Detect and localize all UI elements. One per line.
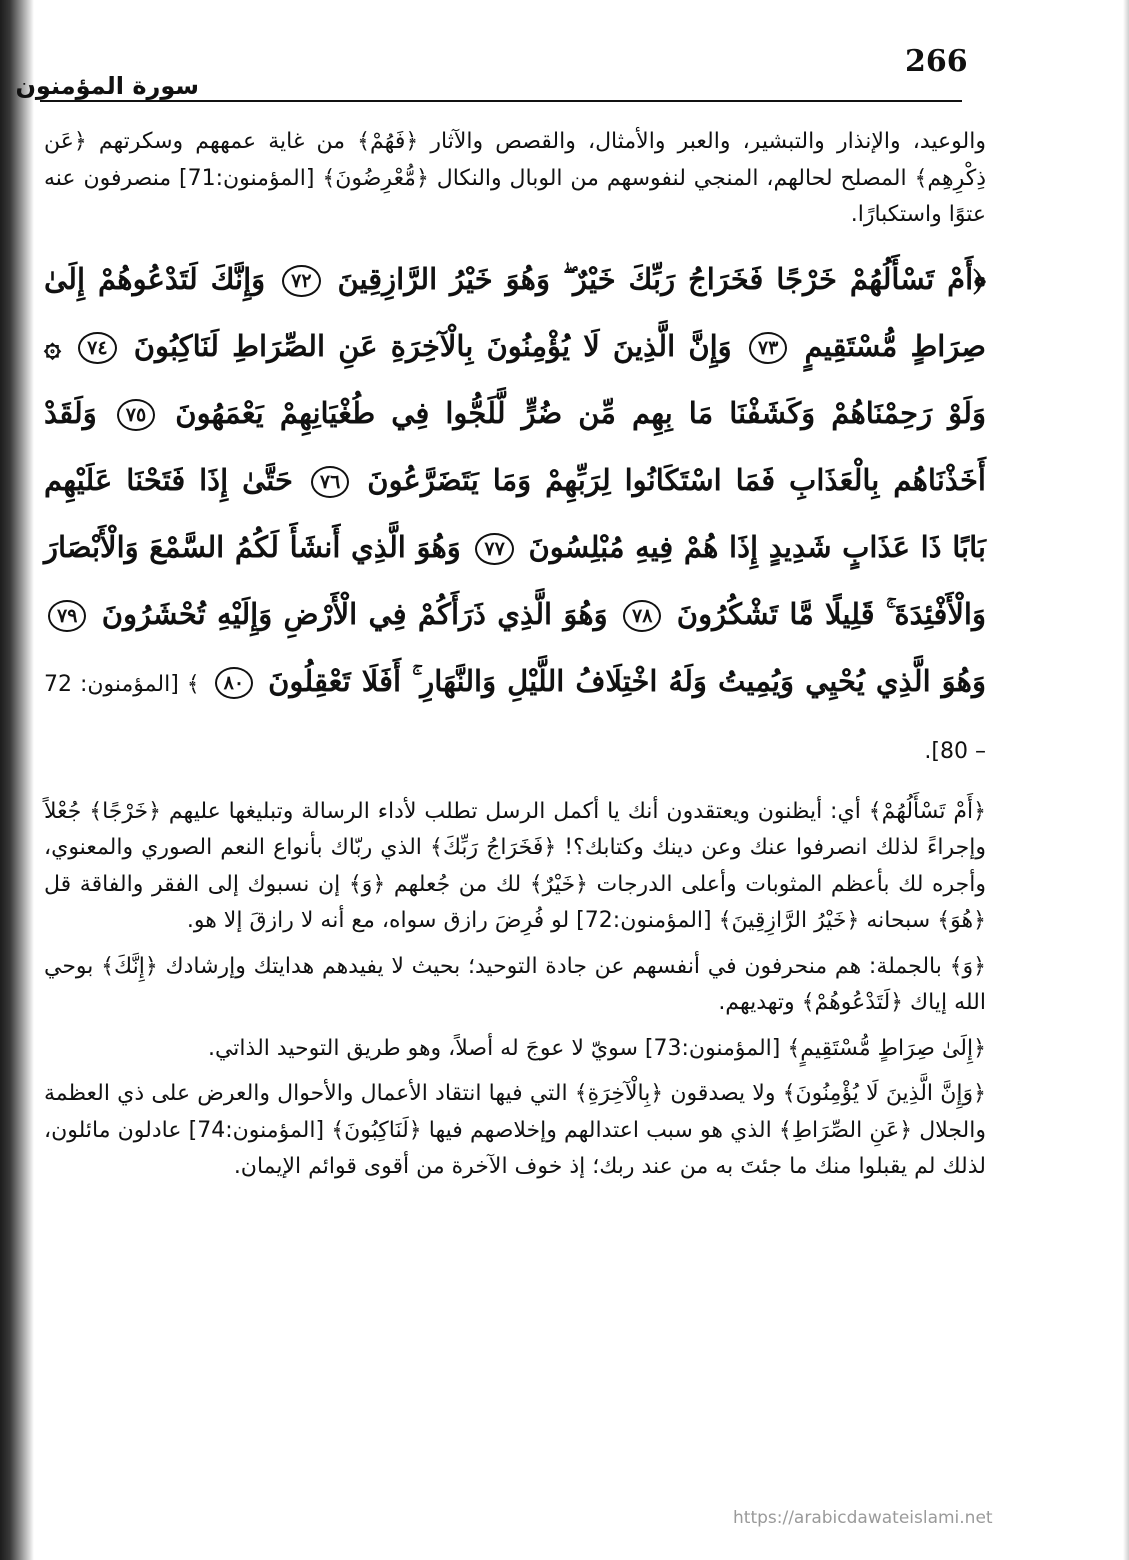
- verse-number-79: ٧٩: [48, 600, 86, 632]
- verse-number-73: ٧٣: [749, 332, 787, 364]
- scan-edge-right: [1123, 0, 1129, 1560]
- verse-number-80: ٨٠: [215, 667, 253, 699]
- commentary-paragraph: ﴿وَ﴾ بالجملة: هم منحرفون في أنفسهم عن جادة التوحيد؛ بحيث لا يفيدهم هدايتك وإرشادك ﴿إِنَّكَ﴾ بوحي الله إياك ﴿لَتَدْعُوهُمْ﴾ وتهديهم.: [44, 953, 986, 1015]
- verse-text: وَإِنَّكَ لَتَدْعُوهُمْ إِلَىٰ صِرَاطٍ مُّسْتَقِيمٍ: [44, 261, 986, 363]
- page-content: [44, 124, 986, 1186]
- surah-title: سورة المؤمنون: [15, 72, 199, 100]
- verse-number-72: ٧٢: [282, 265, 320, 297]
- header-divider: [40, 100, 962, 102]
- verse-number-77: ٧٧: [475, 533, 513, 565]
- verse-text: وَلَقَدْ أَخَذْنَاهُم بِالْعَذَابِ فَمَا اسْتَكَانُوا لِرَبِّهِمْ وَمَا يَتَضَرَّعُونَ: [44, 395, 986, 497]
- intro-paragraph: والوعيد، والإنذار والتبشير، والعبر والأمثال، والقصص والآثار ﴿فَهُمْ﴾ من غاية عمههم وسكرتهم ﴿عَن ذِكْرِهِم﴾ المصلح لحالهم، المنجي لنفوسهم من الوبال والنكال ﴿مُّعْرِضُونَ﴾ [المؤمنون:71] منصرفون عنه عتوًا واستكبارًا.: [44, 129, 986, 227]
- verse-number-75: ٧٥: [117, 399, 155, 431]
- verse-text: وَهُوَ الَّذِي ذَرَأَكُمْ فِي الْأَرْضِ وَإِلَيْهِ تُحْشَرُونَ: [101, 596, 608, 631]
- verse-text: وَهُوَ الَّذِي يُحْيِي وَيُمِيتُ وَلَهُ اخْتِلَافُ اللَّيْلِ وَالنَّهَارِ ۚ أَفَلَا تَعْقِلُونَ: [268, 663, 986, 698]
- verse-text: ﴿أَمْ تَسْأَلُهُمْ خَرْجًا فَخَرَاجُ رَبِّكَ خَيْرٌ ۖ وَهُوَ خَيْرُ الرَّازِقِينَ: [337, 261, 986, 296]
- page-number: 266: [905, 44, 968, 79]
- source-watermark: https://arabicdawateislami.net: [733, 1508, 993, 1528]
- commentary-paragraph: ﴿وَإِنَّ الَّذِينَ لَا يُؤْمِنُونَ﴾ ولا يصدقون ﴿بِالْآخِرَةِ﴾ التي فيها انتقاد الأعمال والأحوال والعرض على ذي العظمة والجلال ﴿عَنِ الصِّرَاطِ﴾ الذي هو سبب اعتدالهم وإخلاصهم فيها ﴿لَنَاكِبُونَ﴾ [المؤمنون:74] عادلون مائلون، لذلك لم يقبلوا منك ما جئتَ به من عند ربك؛ إذ خوف الآخرة من أقوى قوائم الإيمان.: [44, 1081, 986, 1179]
- verse-reference: ﴾ [المؤمنون: 72 – 80].: [44, 671, 986, 764]
- verse-text: وَهُوَ الَّذِي أَنشَأَ لَكُمُ السَّمْعَ وَالْأَبْصَارَ وَالْأَفْئِدَةَ ۚ قَلِيلًا مَّا تَشْكُرُونَ: [44, 529, 986, 631]
- commentary-paragraph: ﴿إِلَىٰ صِرَاطٍ مُّسْتَقِيمٍ﴾ [المؤمنون:73] سويّ لا عوجَ له أصلاً، وهو طريق التوحيد الذاتي.: [207, 1035, 986, 1061]
- commentary-paragraph: ﴿أَمْ تَسْأَلُهُمْ﴾ أي: أيظنون ويعتقدون أنك يا أكمل الرسل تطلب لأداء الرسالة وتبليغها عليهم ﴿خَرْجًا﴾ جُعْلاً وإجراءً لذلك انصرفوا عنك وعن دينك وكتابك؟! ﴿فَخَرَاجُ رَبِّكَ﴾ الذي ربّاك بأنواع النعم الصوري والمعنوي، وأجره لك بأعظم المثوبات وأعلى الدرجات ﴿خَيْرٌ﴾ لك من جُعلهم ﴿وَ﴾ إن نسبوك إلى الفقر والفاقة قل ﴿هُوَ﴾ سبحانه ﴿خَيْرُ الرَّازِقِينَ﴾ [المؤمنون:72] لو فُرِضَ رازق سواه، مع أنه لا رازقَ إلا هو.: [44, 798, 986, 933]
- verse-text: ۞ وَلَوْ رَحِمْنَاهُمْ وَكَشَفْنَا مَا بِهِم مِّن ضُرٍّ لَّلَجُّوا فِي طُغْيَانِهِمْ يَعْمَهُونَ: [44, 328, 986, 430]
- verse-number-74: ٧٤: [78, 332, 116, 364]
- quran-verses-block: [44, 246, 986, 782]
- verse-text: وَإِنَّ الَّذِينَ لَا يُؤْمِنُونَ بِالْآخِرَةِ عَنِ الصِّرَاطِ لَنَاكِبُونَ: [133, 328, 732, 363]
- verse-number-76: ٧٦: [311, 466, 349, 498]
- scan-edge-shadow: [0, 0, 34, 1560]
- verse-number-78: ٧٨: [623, 600, 661, 632]
- verse-text: حَتَّىٰ إِذَا فَتَحْنَا عَلَيْهِم بَابًا ذَا عَذَابٍ شَدِيدٍ إِذَا هُمْ فِيهِ مُبْلِسُونَ: [44, 462, 987, 564]
